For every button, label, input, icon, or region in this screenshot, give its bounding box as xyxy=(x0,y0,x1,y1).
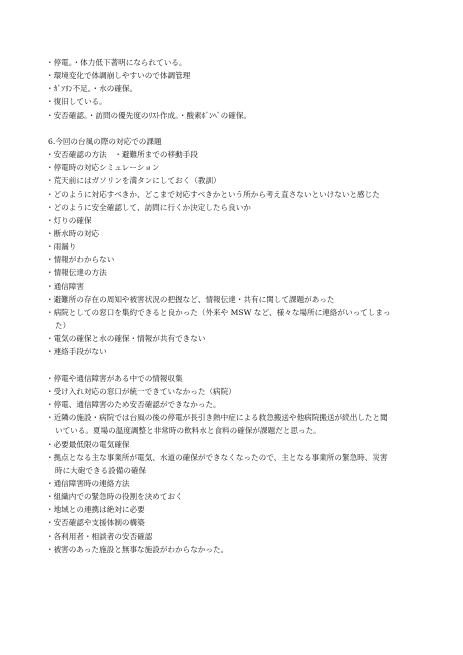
text-line: ・組織内での緊急時の役割を決めておく xyxy=(46,492,183,502)
text-line: ・避難所の存在の周知や被害状況の把握など、情報伝達・共有に関して課題があった xyxy=(46,294,335,304)
text-line: ・停電、通信障害のため安否確認ができなかった。 xyxy=(46,400,221,410)
text-line: ・受け入れ対応の窓口が統一できていなかった（病院） xyxy=(46,386,236,396)
text-line: ・ｶﾞｿﾘﾝ不足。・水の確保。 xyxy=(46,84,138,94)
spacer xyxy=(46,359,423,372)
text-line: ・拠点となる主な事業所が電気、水道の確保ができなくなったので、主となる事業所の緊急時、災害 xyxy=(46,452,388,462)
text-line: ・環境変化で体調崩しやすいので体調管理 xyxy=(46,71,191,81)
text-line: ・各利用者・相談者の安否確認 xyxy=(46,531,153,541)
text-line: ・停電。・体力低下著明になられている。 xyxy=(46,58,187,67)
text-line: ・電気の確保と水の確保・情報が共有できない xyxy=(46,334,206,344)
spacer xyxy=(46,122,423,135)
text-line: ・通信障害時の連絡方法 xyxy=(46,478,130,488)
text-line: ・安否確認や支援体制の構築 xyxy=(46,518,145,528)
text-line: ・安否確認。・訪問の優先度のﾘｽﾄ作成。・酸素ﾎﾞﾝﾍﾞの確保。 xyxy=(46,110,252,120)
section-heading: 6.今回の台風の際の対応での課題 xyxy=(48,136,162,146)
text-line: ・連絡手段がない xyxy=(46,347,107,357)
text-line: ・通信障害 xyxy=(46,281,84,291)
text-line: ・灯りの確保 xyxy=(46,215,92,225)
text-line: ・情報伝達の方法 xyxy=(46,268,107,278)
text-line: ・どのように対応すべきか、どこまで対応すべきかという所から考え直さないといけないと感じた xyxy=(46,189,380,199)
text-line: ・断水時の対応 xyxy=(46,229,100,239)
text-line: ・復旧している。 xyxy=(46,97,107,107)
text-line: ・必要最低限の電気確保 xyxy=(46,439,130,449)
text-line: ・安否確認の方法 ・避難所までの移動手段 xyxy=(46,150,198,160)
text-line: ・地域との連携は絶対に必要 xyxy=(46,505,145,515)
text-line-continued: た） xyxy=(55,321,71,331)
text-line: ・荒天前にはガソリンを満タンにしておく（教訓） xyxy=(46,176,221,186)
text-line-continued: いている。夏場の温度調整と非常時の飲料水と食料の確保が課題だと思った。 xyxy=(55,426,321,436)
text-line: ・雨漏り xyxy=(46,242,77,252)
text-line: ・停電や通信障害がある中での情報収集 xyxy=(46,373,183,383)
text-line-continued: 時に大砲できる設備の確保 xyxy=(55,465,147,475)
text-line: ・病院としての窓口を集約できると良かった（外来や MSW など、様々な場所に連絡がいってしまっ xyxy=(46,307,391,317)
text-line: ・近隣の施設・病院では台風の後の停電が長引き熱中症による救急搬送や他病院搬送が続出したと聞 xyxy=(46,413,388,423)
text-line: ・どのように安全確認して、訪問に行くか決定したら良いか xyxy=(46,202,251,212)
text-line: ・停電時の対応シミュレーション xyxy=(46,163,160,173)
text-line: ・被害のあった施設と無事な施設がわからなかった。 xyxy=(46,544,229,554)
text-line: ・情報がわからない xyxy=(46,255,115,265)
